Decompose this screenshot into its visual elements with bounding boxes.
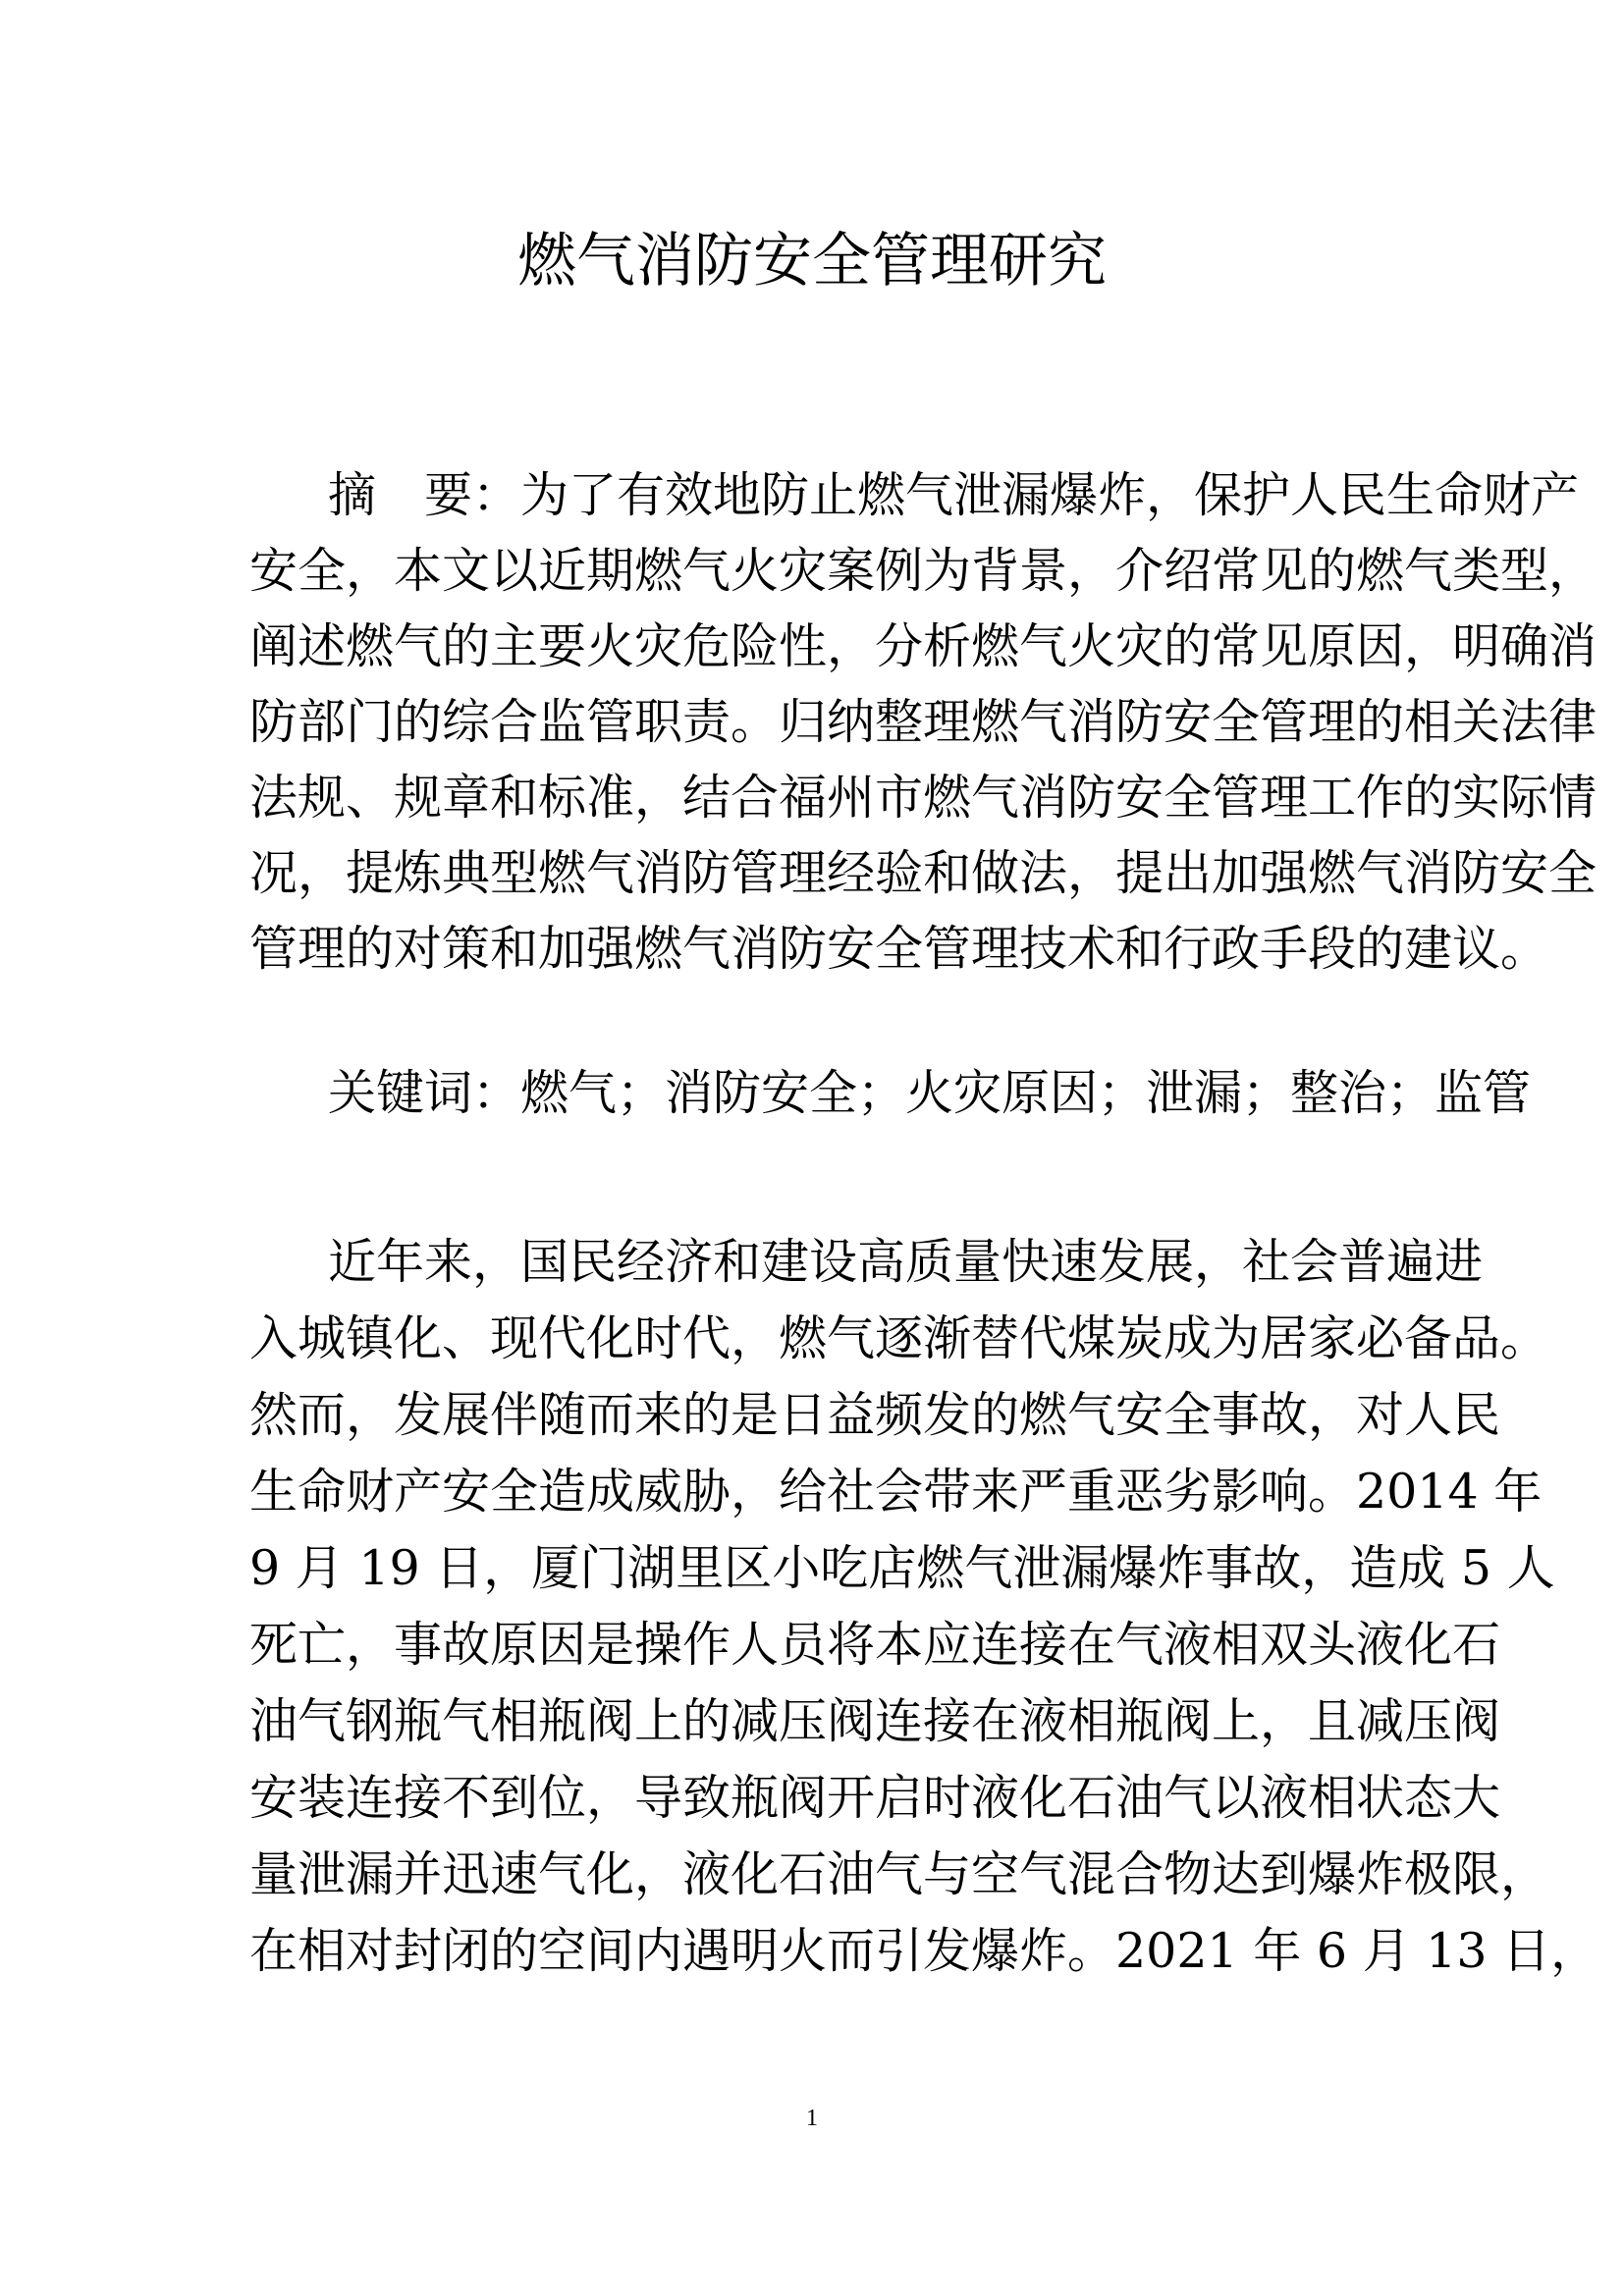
abstract-line: 管理的对策和加强燃气消防安全管理技术和行政手段的建议。 (249, 921, 1549, 977)
abstract-line: 安全，本文以近期燃气火灾案例为背景，介绍常见的燃气类型， (249, 543, 1597, 599)
abstract-line: 防部门的综合监管职责。归纳整理燃气消防安全管理的相关法律 (249, 694, 1597, 750)
body-line: 生命财产安全造成威胁，给社会带来严重恶劣影响。2014 年 (249, 1464, 1543, 1520)
body-line: 油气钢瓶气相瓶阀上的减压阀连接在液相瓶阀上，且减压阀 (249, 1693, 1501, 1749)
abstract-line: 摘 要：为了有效地防止燃气泄漏爆炸，保护人民生命财产 (328, 467, 1580, 523)
abstract-line: 阐述燃气的主要火灾危险性，分析燃气火灾的常见原因，明确消 (249, 618, 1597, 674)
body-line: 在相对封闭的空间内遇明火而引发爆炸。2021 年 6 月 13 日， (249, 1923, 1599, 1979)
abstract-line: 法规、规章和标准，结合福州市燃气消防安全管理工作的实际情 (249, 770, 1597, 826)
body-line: 死亡，事故原因是操作人员将本应连接在气液相双头液化石 (249, 1617, 1501, 1673)
body-line: 然而，发展伴随而来的是日益频发的燃气安全事故，对人民 (249, 1387, 1501, 1443)
body-line: 9 月 19 日，厦门湖里区小吃店燃气泄漏爆炸事故，造成 5 人 (249, 1540, 1555, 1596)
page-number: 1 (806, 2106, 818, 2131)
document-title: 燃气消防安全管理研究 (517, 227, 1107, 295)
keywords: 关键词：燃气；消防安全；火灾原因；泄漏；整治；监管 (328, 1065, 1532, 1121)
body-line: 安装连接不到位，导致瓶阀开启时液化石油气以液相状态大 (249, 1770, 1501, 1826)
body-line: 入城镇化、现代化时代，燃气逐渐替代煤炭成为居家必备品。 (249, 1310, 1549, 1366)
body-line: 近年来，国民经济和建设高质量快速发展，社会普遍进 (328, 1234, 1484, 1290)
body-line: 量泄漏并迅速气化，液化石油气与空气混合物达到爆炸极限， (249, 1846, 1549, 1902)
abstract-line: 况，提炼典型燃气消防管理经验和做法，提出加强燃气消防安全 (249, 845, 1597, 901)
